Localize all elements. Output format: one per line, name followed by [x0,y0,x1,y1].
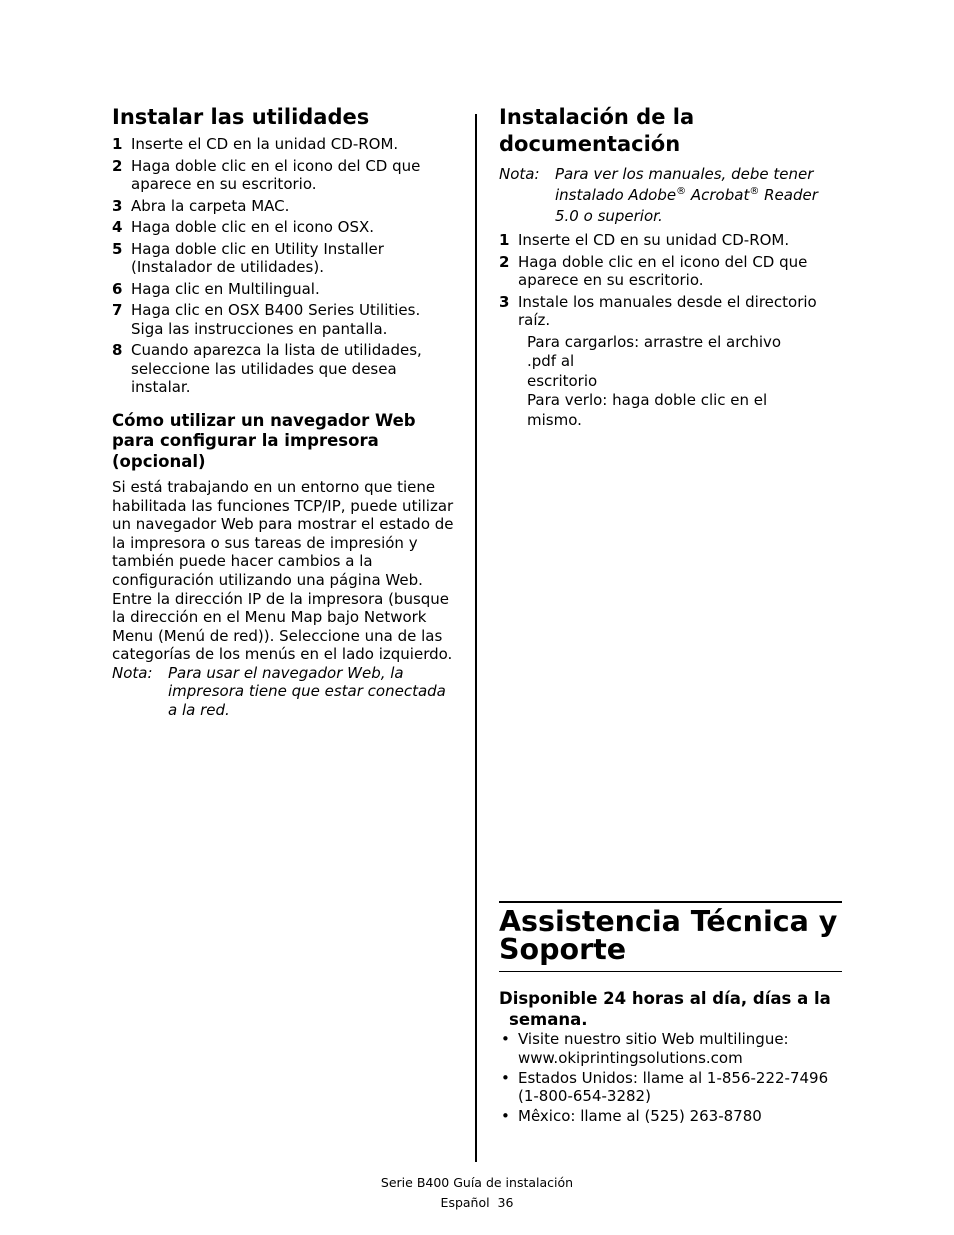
list-item [112,301,454,338]
documentation-heading-line2: documentación [499,132,681,156]
step-text: Instale los manuales desde el directorio raíz. [518,292,817,329]
registered-mark: ® [676,186,687,197]
note-text: Para usar el navegador Web, la impresora tiene que estar conectada a la red. [168,663,446,719]
bullet-text: Mêxico: llame al (525) 263-8780 [518,1107,762,1125]
step-text: Haga clic en Multilingual. [131,279,320,298]
step-text: Haga doble clic en el icono del CD que aparece en su escritorio. [131,156,421,193]
step-text: Haga doble clic en el icono del CD que aparece en su escritorio. [518,252,808,289]
step-text: Inserte el CD en la unidad CD-ROM. [131,135,399,153]
instruction-line: Para verlo: haga doble clic en el [527,391,768,410]
note-adobe: instalado Adobe [555,186,677,204]
documentation-heading-line1: Instalación de la [499,105,695,129]
footer-page-number: Español 36 [440,1194,514,1210]
step-text: Cuando aparezca la lista de utilidades, seleccione las utilidades que desea instalar. [131,341,422,396]
step-number: 3 [499,292,510,311]
right-column [499,104,842,430]
registered-mark: ® [749,186,760,197]
list-item [112,197,454,216]
list-item [112,280,454,299]
bullet-text: Estados Unidos: llame al 1-856-222-7496 (1-800-654-3282) [518,1068,829,1105]
instruction-line: escritorio [527,371,598,390]
support-top-rule [499,901,842,903]
bullet-icon: • [501,1030,510,1048]
list-item [499,1107,842,1126]
list-item [112,157,454,194]
web-browser-note [112,664,454,720]
web-browser-subheading: Cómo utilizar un navegador Web para configurar la impresora (opcional) [112,410,416,471]
bullet-icon: • [501,1107,510,1125]
step-number: 3 [112,196,123,215]
bullet-text: Visite nuestro sitio Web multilingue: www.okiprintingsolutions.com [518,1030,789,1067]
instruction-line: Para cargarlos: arrastre el archivo [527,332,782,351]
list-item [499,1030,842,1067]
step-text: Inserte el CD en su unidad CD-ROM. [518,231,790,249]
list-item [112,218,454,237]
install-utilities-heading: Instalar las utilidades [112,105,370,129]
note-label: Nota: [112,663,153,682]
note-line1: Para ver los manuales, debe tener [555,165,814,183]
step-number: 7 [112,301,123,319]
list-item [112,135,454,154]
list-item [499,1069,842,1106]
step-number: 5 [112,239,123,258]
step-number: 2 [499,252,510,271]
note-label: Nota: [499,165,540,183]
support-body [499,989,842,1127]
step-number: 2 [112,156,123,175]
documentation-note [499,164,842,227]
support-bottom-rule [499,971,842,972]
note-reader: Reader [759,186,818,204]
step-text: Haga doble clic en el icono OSX. [131,218,375,236]
support-heading-line1: Assistencia Técnica y [499,905,838,938]
step-text: Abra la carpeta MAC. [131,196,290,215]
note-acrobat: Acrobat [686,186,750,204]
manuals-instructions [499,333,842,431]
step-number: 1 [499,231,510,249]
step-text: Haga doble clic en Utility Installer (Instalador de utilidades). [131,239,384,276]
instruction-line: .pdf al [527,352,575,371]
bullet-icon: • [501,1068,510,1087]
support-heading-line2: Soporte [499,932,627,966]
column-divider [475,114,477,1162]
support-heading [499,905,842,966]
step-number: 4 [112,218,123,236]
list-item [112,240,454,277]
step-number: 8 [112,341,123,359]
support-availability-subheading: Disponible 24 horas al día, días a la semana. [499,989,831,1029]
list-item [499,253,842,290]
step-number: 6 [112,279,123,298]
documentation-heading [499,104,842,158]
step-number: 1 [112,135,123,153]
left-column [112,104,454,719]
instruction-line: mismo. [527,410,582,429]
documentation-steps-list [499,231,842,330]
note-line3: 5.0 o superior. [555,207,663,225]
list-item [112,341,454,397]
note-text [499,164,842,227]
support-contact-list [499,1030,842,1126]
list-item [499,231,842,250]
list-item [499,293,842,330]
step-text: Haga clic en OSX B400 Series Utilities. Siga las instrucciones en pantalla. [131,301,421,338]
web-browser-paragraph: Si está trabajando en un entorno que tiene habilitada las funciones TCP/IP, puede utilizar un navegador Web para mostrar el estado de la impresora o sus tareas de impresión y también puede hacer cambios a la configuración utilizando una página Web. Entre la dirección IP de la impresora (busque la dirección en el Menu Map bajo Network Menu (Menú de red)). Seleccione una de las categorías de los menús en el lado izquierdo. [112,478,454,664]
utilities-steps-list [112,135,454,397]
footer-guide-title: Serie B400 Guía de instalación [380,1175,574,1190]
page-footer [0,1173,954,1212]
